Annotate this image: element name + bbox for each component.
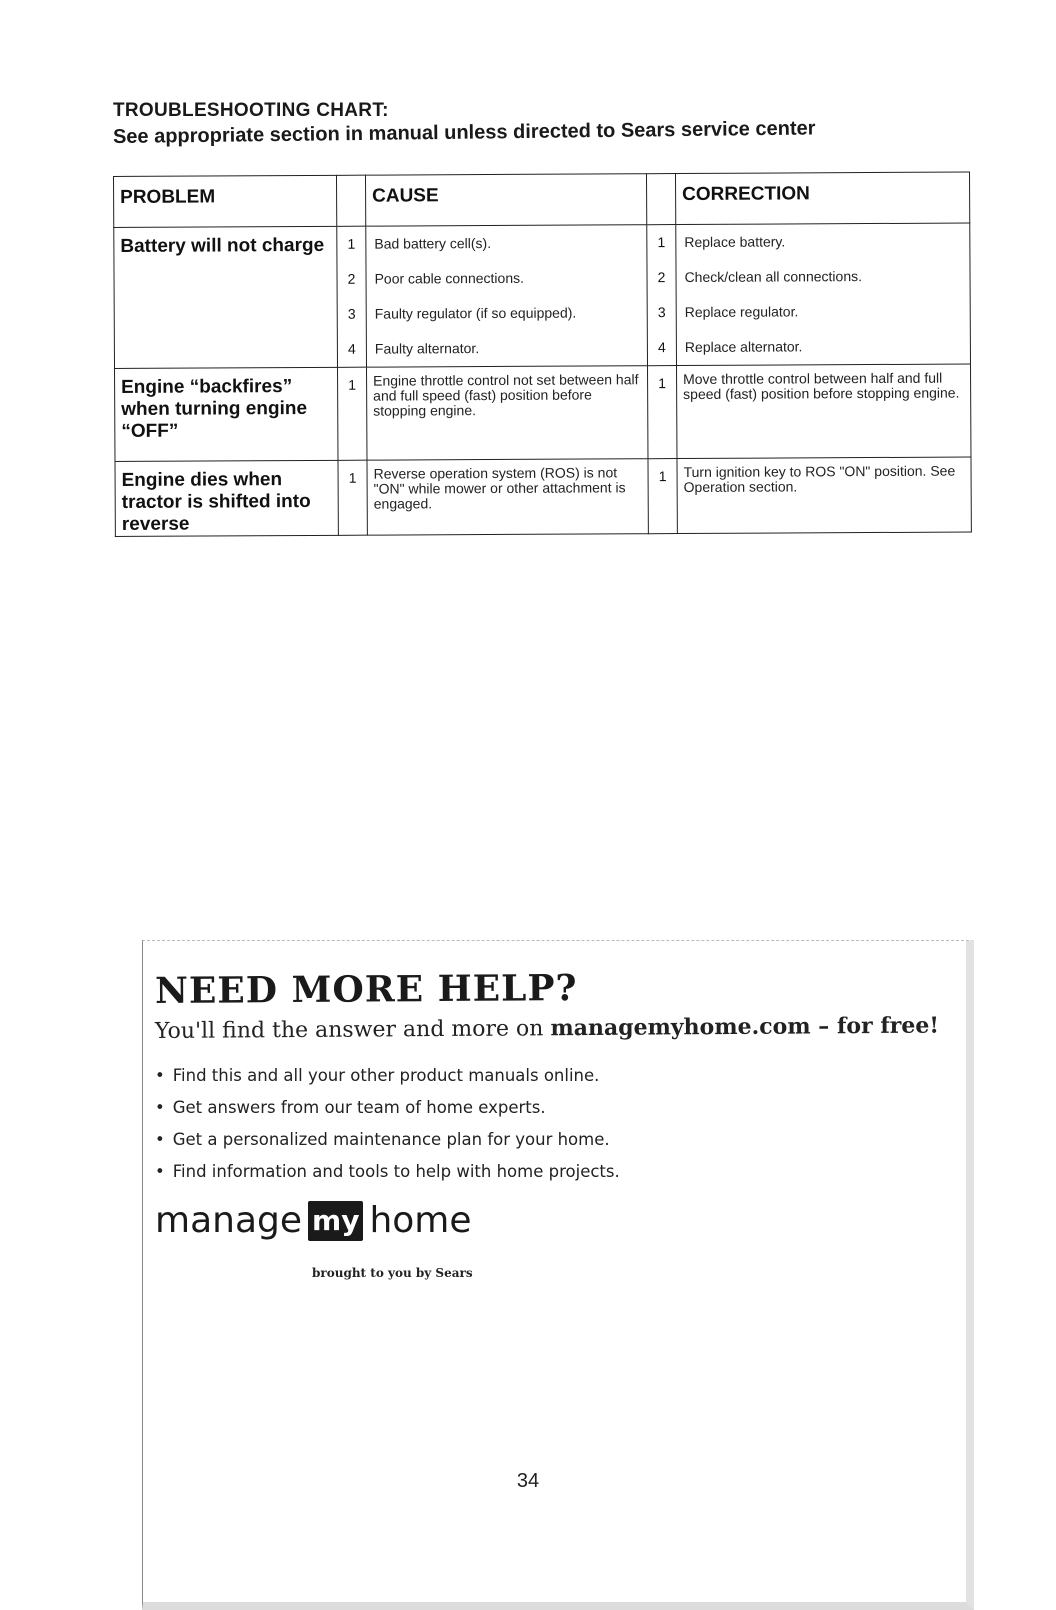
header-num-spacer bbox=[646, 174, 675, 225]
table-row bbox=[115, 364, 971, 461]
cause-number bbox=[338, 460, 367, 535]
cause-line: Bad battery cell(s). bbox=[374, 235, 492, 252]
correction-text: Turn ignition key to ROS "ON" position. See Operation section. bbox=[683, 462, 956, 496]
brought-by-sears: brought to you by Sears bbox=[312, 1266, 473, 1280]
list-item: • Get answers from our team of home experts. bbox=[155, 1092, 620, 1124]
correction-number bbox=[648, 366, 677, 459]
cause-cell bbox=[366, 225, 648, 367]
cause-line: Faulty regulator (if so equipped). bbox=[374, 304, 577, 322]
table-row bbox=[115, 457, 971, 536]
troubleshooting-table bbox=[113, 172, 972, 537]
cause-number bbox=[338, 367, 367, 460]
cause-line: Poor cable connections. bbox=[374, 269, 525, 287]
list-item: • Find information and tools to help with home projects. bbox=[155, 1156, 620, 1188]
cause-number: 2 bbox=[347, 270, 356, 287]
correction-numbers bbox=[647, 225, 677, 366]
correction-line: Check/clean all connections. bbox=[684, 268, 863, 286]
list-item: • Get a personalized maintenance plan for your home. bbox=[155, 1124, 620, 1156]
cause-numbers bbox=[337, 226, 367, 367]
cause-cell bbox=[367, 366, 648, 460]
page-number: 34 bbox=[516, 1470, 540, 1492]
header-problem: PROBLEM bbox=[114, 175, 337, 227]
problem-cell: Engine dies when tractor is shifted into reverse bbox=[115, 460, 338, 536]
header-cause: CAUSE bbox=[365, 174, 646, 226]
correction-line: Replace regulator. bbox=[684, 303, 799, 321]
managemyhome-logo bbox=[155, 1200, 472, 1241]
table-row bbox=[114, 223, 971, 368]
cause-number: 4 bbox=[347, 340, 356, 357]
cause-line: Faulty alternator. bbox=[374, 340, 480, 357]
correction-cell bbox=[677, 364, 971, 459]
cause-number: 3 bbox=[347, 305, 356, 322]
subline-text: You'll find the answer and more on bbox=[154, 1016, 551, 1044]
chart-title: TROUBLESHOOTING CHART: bbox=[113, 100, 389, 121]
website-link[interactable]: managemyhome.com bbox=[550, 1013, 811, 1042]
correction-number: 4 bbox=[657, 339, 666, 356]
problem-cell: Battery will not charge bbox=[114, 226, 338, 368]
correction-number-text: 1 bbox=[658, 375, 667, 392]
help-bullet-list bbox=[155, 1060, 620, 1188]
correction-number: 3 bbox=[657, 304, 666, 321]
cause-number-text: 1 bbox=[348, 469, 357, 486]
cause-cell bbox=[367, 459, 648, 535]
table-header-row bbox=[114, 172, 970, 227]
correction-cell bbox=[676, 223, 971, 366]
cause-number-text: 1 bbox=[348, 376, 357, 393]
logo-home: home bbox=[369, 1200, 472, 1241]
cause-text: Reverse operation system (ROS) is not "ON" while mower or other attachment is engaged. bbox=[373, 464, 626, 512]
need-more-help-heading: NEED MORE HELP? bbox=[154, 967, 578, 1012]
logo-manage: manage bbox=[155, 1200, 303, 1241]
chart-subtitle: See appropriate section in manual unless directed to Sears service center bbox=[112, 117, 816, 148]
cause-text: Engine throttle control not set between half and full speed (fast) position before stopping engine. bbox=[373, 371, 639, 419]
correction-number bbox=[648, 459, 677, 534]
correction-cell bbox=[677, 457, 971, 534]
correction-number: 2 bbox=[657, 269, 666, 286]
correction-text: Move throttle control between half and full speed (fast) position before stopping engine. bbox=[683, 369, 960, 403]
correction-number: 1 bbox=[657, 234, 666, 251]
cause-number: 1 bbox=[347, 235, 356, 252]
header-num-spacer bbox=[336, 175, 365, 226]
problem-cell: Engine “backfires” when turning engine “OFF” bbox=[115, 367, 338, 461]
correction-line: Replace alternator. bbox=[684, 338, 803, 356]
correction-line: Replace battery. bbox=[684, 233, 786, 251]
correction-number-text: 1 bbox=[658, 468, 667, 485]
header-correction: CORRECTION bbox=[675, 172, 969, 225]
logo-my-badge: my bbox=[308, 1201, 363, 1241]
help-subline bbox=[155, 1013, 939, 1044]
list-item: • Find this and all your other product manuals online. bbox=[155, 1060, 620, 1092]
subline-free: – for free! bbox=[810, 1012, 940, 1040]
